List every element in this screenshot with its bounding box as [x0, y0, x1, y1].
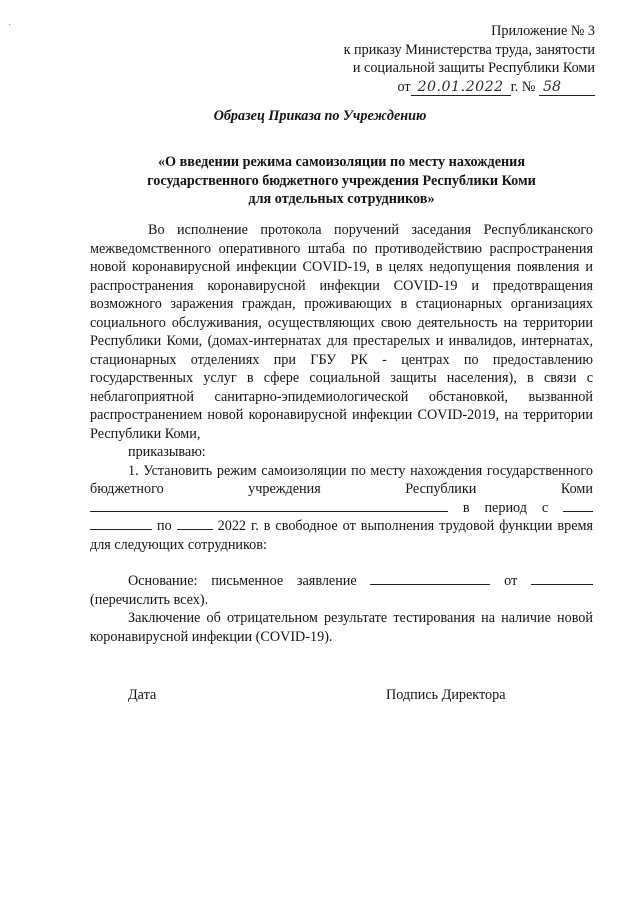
document-body [90, 221, 593, 646]
handwritten-date: 20.01.2022 [411, 79, 511, 96]
order-title-line-2: государственного бюджетного учреждения Республики Коми [147, 172, 536, 189]
appendix-line-2: к приказу Министерства труда, занятости [343, 41, 595, 58]
basis-text-a: Основание: письменное заявление [128, 573, 357, 589]
order-title-line-1: «О введении режима самоизоляции по месту нахождения [157, 154, 526, 170]
basis-text-c: (перечислить всех). [90, 591, 209, 608]
appendix-date-line [344, 78, 595, 97]
period-start-blank-2 [90, 517, 152, 530]
item-1-text-b: в период с [462, 499, 549, 516]
application-date-blank [531, 572, 593, 585]
order-word: приказываю: [128, 444, 206, 460]
item-1-text-a: 1. Установить режим самоизоляции по месту нахождения государственного бюджетного учреждения Республики Коми [90, 462, 593, 497]
item-1-text-d: 2022 г. в свободное от выполнения трудовой функции время для следующих сотрудников: [90, 518, 593, 553]
basis-text-b: от [504, 573, 518, 589]
appendix-line-1: Приложение № 3 [491, 23, 595, 39]
period-end-blank [177, 517, 213, 530]
appendix-line-3: и социальной защиты Республики Коми [352, 60, 595, 77]
institution-name-blank [90, 499, 448, 512]
order-title [90, 153, 593, 209]
conclusion-paragraph: Заключение об отрицательном результате тестирования на наличие новой коронавирусной инфекции (COVID-19). [90, 610, 593, 645]
order-title-line-3: для отдельных сотрудников» [248, 191, 435, 207]
period-start-blank [563, 499, 593, 512]
appendix-block [344, 22, 595, 96]
sample-title: Образец Приказа по Учреждению [213, 108, 427, 124]
item-1-text-c: по [156, 518, 172, 534]
signature-director-label: Подпись Директора [386, 687, 506, 703]
basis-paragraph [90, 572, 593, 609]
handwritten-number: 58 [539, 79, 595, 96]
preamble-paragraph: Во исполнение протокола поручений заседания Республиканского межведомственного оперативного штаба по противодействию распространения новой коронавирусной инфекции COVID-19, в целях недопущения появления и распространения коронавирусной инфекции COVID-19 и предотвращения возможного заражения граждан, проживающих в стационарных организациях социального обслуживания, осуществляющих свою деятельность на территории Республики Коми, (домах-интернатах для престарелых и инвалидов, интернатах, стационарных отделениях при ГБУ РК - центрах по предоставлению государственных услуг в сфере социальной защиты населения), в связи с неблагоприятной санитарно-эпидемиологической обстановкой, вызванной распространением новой коронавирусной инфекции COVID-2019, на территории Республики Коми, [90, 222, 593, 442]
application-blank [370, 572, 490, 585]
date-prefix: от [397, 78, 411, 95]
scan-mark: · [8, 20, 12, 31]
signature-date-label: Дата [128, 687, 157, 703]
item-1-paragraph [90, 462, 593, 555]
number-prefix: г. № [510, 78, 536, 95]
spacer [90, 554, 593, 572]
